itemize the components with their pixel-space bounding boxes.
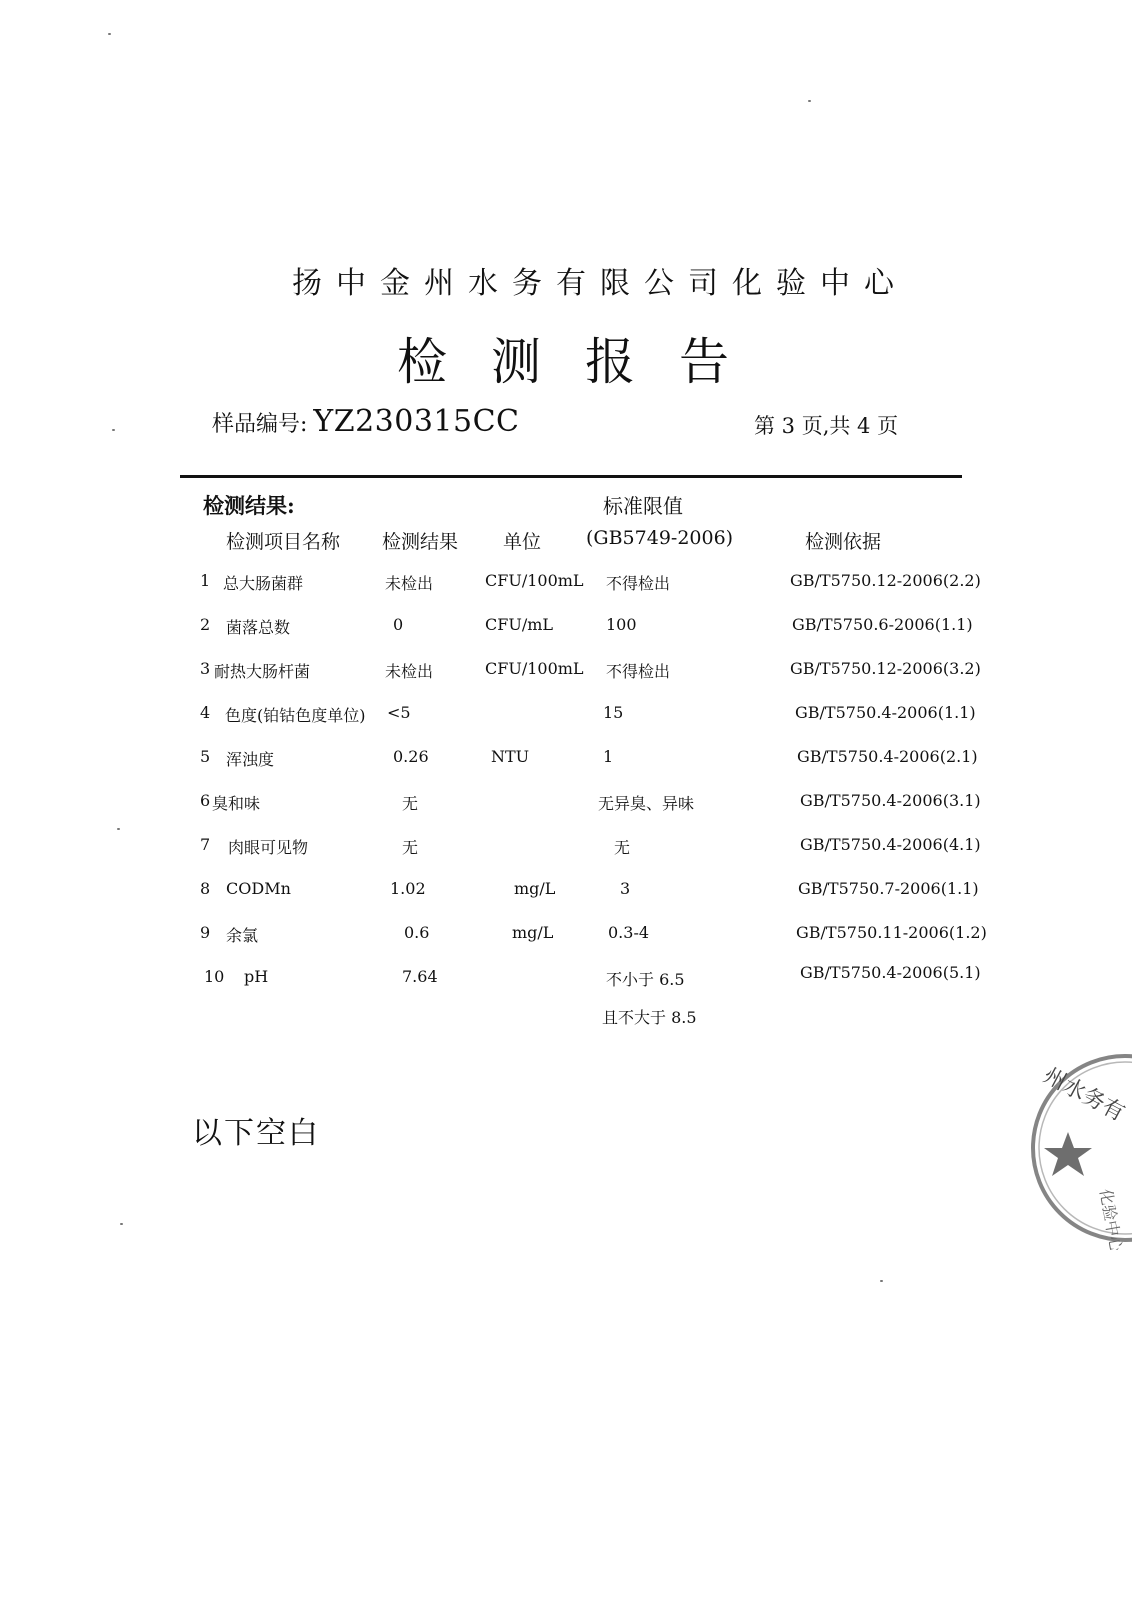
row-result: 7.64 xyxy=(402,967,438,986)
row-number: 2 xyxy=(200,615,211,634)
row-unit: CFU/mL xyxy=(485,615,554,634)
row-method: GB/T5750.7-2006(1.1) xyxy=(798,879,979,898)
scan-speck xyxy=(108,33,111,35)
standard-label: 标准限值 xyxy=(603,494,683,518)
row-item: 菌落总数 xyxy=(226,618,291,637)
row-item: 总大肠菌群 xyxy=(223,574,304,593)
row-limit: 无 xyxy=(614,838,631,857)
row-method: GB/T5750.11-2006(1.2) xyxy=(796,923,987,942)
row-result: <5 xyxy=(387,703,411,722)
row-number: 3 xyxy=(200,659,211,678)
row-number: 1 xyxy=(200,571,211,590)
row-number: 8 xyxy=(200,879,211,898)
row-item: 浑浊度 xyxy=(226,750,275,769)
page-info: 第 3 页,共 4 页 xyxy=(754,414,899,438)
row-unit: CFU/100mL xyxy=(485,571,584,590)
row-limit: 不得检出 xyxy=(606,662,671,681)
scan-speck xyxy=(112,429,115,431)
row-limit: 不小于 6.5 xyxy=(606,970,685,989)
row-method: GB/T5750.4-2006(4.1) xyxy=(800,835,981,854)
report-title: 检测报告 xyxy=(397,333,773,391)
row-limit: 15 xyxy=(603,703,624,722)
row-method: GB/T5750.12-2006(3.2) xyxy=(790,659,981,678)
row-result: 无 xyxy=(402,794,419,813)
row-unit: CFU/100mL xyxy=(485,659,584,678)
row-limit: 1 xyxy=(603,747,614,766)
column-header-standard: (GB5749-2006) xyxy=(586,527,734,549)
row-limit: 无异臭、异味 xyxy=(598,794,695,813)
row-limit: 不得检出 xyxy=(606,574,671,593)
header-divider xyxy=(180,475,962,478)
row-limit: 0.3-4 xyxy=(608,923,650,942)
row-item: 余氯 xyxy=(226,926,259,945)
row-result: 未检出 xyxy=(385,574,434,593)
column-header-method: 检测依据 xyxy=(805,531,882,553)
row-item: pH xyxy=(244,967,269,986)
column-header-unit: 单位 xyxy=(503,531,542,553)
seal-star-icon xyxy=(1044,1132,1092,1176)
organization-name: 扬中金州水务有限公司化验中心 xyxy=(292,266,908,301)
row-method: GB/T5750.4-2006(1.1) xyxy=(795,703,976,722)
scan-speck xyxy=(808,100,811,102)
blank-note: 以下空白 xyxy=(192,1116,320,1151)
row-item: 肉眼可见物 xyxy=(228,838,309,857)
row-limit: 3 xyxy=(620,879,631,898)
row-unit: mg/L xyxy=(514,879,556,898)
row-result: 0.6 xyxy=(404,923,430,942)
sample-id: YZ230315CC xyxy=(313,404,520,439)
row-result: 未检出 xyxy=(385,662,434,681)
row-method: GB/T5750.6-2006(1.1) xyxy=(792,615,973,634)
row-number: 10 xyxy=(204,967,225,986)
row-unit: NTU xyxy=(491,747,530,766)
official-seal xyxy=(1030,1040,1132,1250)
row-item: CODMn xyxy=(226,879,291,898)
svg-text:化验中心: 化验中心 xyxy=(1096,1187,1126,1250)
svg-text:州水务有: 州水务有 xyxy=(1039,1063,1129,1127)
column-header-result: 检测结果 xyxy=(382,531,459,553)
row-number: 9 xyxy=(200,923,211,942)
row-number: 6 xyxy=(200,791,211,810)
column-header-item: 检测项目名称 xyxy=(226,531,341,553)
row-method: GB/T5750.4-2006(5.1) xyxy=(800,963,981,982)
row-item: 耐热大肠杆菌 xyxy=(214,662,311,681)
limit-continuation: 且不大于 8.5 xyxy=(602,1008,697,1027)
row-method: GB/T5750.4-2006(2.1) xyxy=(797,747,978,766)
row-number: 5 xyxy=(200,747,211,766)
row-limit: 100 xyxy=(606,615,637,634)
scan-speck xyxy=(880,1280,883,1282)
row-item: 色度(铂钴色度单位) xyxy=(225,706,366,725)
sample-label: 样品编号: xyxy=(212,412,308,437)
row-item: 臭和味 xyxy=(212,794,261,813)
sample-number xyxy=(212,404,520,439)
scan-speck xyxy=(120,1223,123,1225)
row-number: 7 xyxy=(200,835,211,854)
row-unit: mg/L xyxy=(512,923,554,942)
row-result: 无 xyxy=(402,838,419,857)
seal-graphic xyxy=(1030,1040,1132,1250)
section-title: 检测结果: xyxy=(203,493,295,518)
row-method: GB/T5750.12-2006(2.2) xyxy=(790,571,981,590)
row-result: 0 xyxy=(393,615,404,634)
row-number: 4 xyxy=(200,703,211,722)
scan-speck xyxy=(117,828,120,830)
row-method: GB/T5750.4-2006(3.1) xyxy=(800,791,981,810)
row-result: 0.26 xyxy=(393,747,429,766)
row-result: 1.02 xyxy=(390,879,426,898)
